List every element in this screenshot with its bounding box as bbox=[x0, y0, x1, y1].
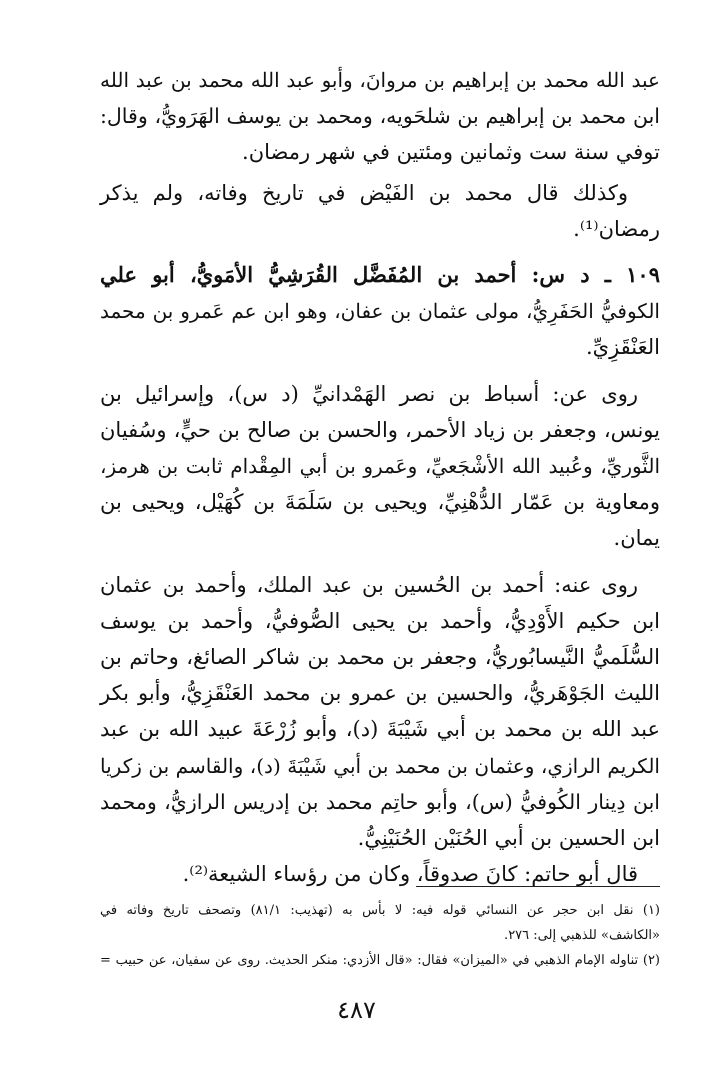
text-line: الكريم الرازي، وعثمان بن محمد بن أبي شَيْبَةَ (د)، والقاسم بن زكريا bbox=[100, 753, 660, 778]
text-line: عبد الله محمد بن إبراهيم بن مروانَ، وأبو عبد الله محمد بن عبد الله bbox=[100, 68, 660, 92]
text-line: رمضان⁽¹⁾. bbox=[573, 216, 660, 241]
text-line: توفي سنة ست وثمانين ومئتين في شهر رمضان. bbox=[242, 140, 660, 165]
text-line: روى عنه: أحمد بن الحُسين بن عبد الملك، وأحمد بن عثمان bbox=[100, 572, 638, 597]
text-line: ابن حكيم الأَوْدِيُّ، وأحمد بن يحيى الصُّوفيُّ، وأحمد بن يوسف bbox=[100, 608, 660, 633]
text-line: ومعاوية بن عَمّار الدُّهْنِيِّ، ويحيى بن سَلَمَةَ بن كُهَيْل، ويحيى بن bbox=[100, 490, 660, 515]
text-line: يمان. bbox=[613, 526, 660, 551]
text-line: الثَّوريِّ، وعُبيد الله الأشْجَعيِّ، وعَمرو بن أبي المِقْدام ثابت بن هرمز، bbox=[100, 454, 660, 479]
text-line: قال أبو حاتم: كانَ صدوقاً، وكان من رؤساء الشيعة⁽²⁾. bbox=[182, 862, 638, 887]
footnote-line: (١) نقل ابن حجر عن النسائي قوله فيه: لا بأس به (تهذيب: ٨١/١) وتصحف تاريخ وفاته في bbox=[100, 903, 660, 918]
text-line: عبد الله بن محمد بن أبي شَيْبَةَ (د)، وأبو زُرْعَةَ عبيد الله بن عبد bbox=[100, 717, 660, 742]
text-line: يونس، وجعفر بن زياد الأحمر، والحسن بن صالح بن حيٍّ، وسُفيان bbox=[100, 417, 660, 442]
text-line: السُّلَميُّ النَّيسابُوريُّ، وجعفر بن محمد بن شاكر الصائغ، وحاتم بن bbox=[100, 645, 660, 670]
page-number: ٤٨٧ bbox=[337, 996, 376, 1024]
text-line: العَنْقَزِيِّ. bbox=[585, 335, 660, 360]
text-line: روى عن: أسباط بن نصر الهَمْدانيِّ (د س)، وإسرائيل بن bbox=[100, 381, 638, 406]
text-line: ابن دِينار الكُوفيُّ (س)، وأبو حاتِم محمد بن إدريس الرازيُّ، ومحمد bbox=[100, 789, 660, 814]
footnote-divider bbox=[416, 886, 660, 887]
main-text bbox=[100, 62, 660, 892]
text-line: ابن محمد بن إبراهيم بن شلحَويه، ومحمد بن يوسف الهَرَويُّ، وقال: bbox=[100, 104, 660, 129]
text-line: الليث الجَوْهَريُّ، والحسين بن عمرو بن محمد العَنْقَزِيُّ، وأبو بكر bbox=[100, 681, 660, 706]
text-line: ابن الحسين بن أبي الحُنَيْن الحُنَيْنِيُّ. bbox=[357, 826, 660, 851]
text-line: الكوفيُّ الحَفَرِيُّ، مولى عثمان بن عفان، وهو ابن عم عَمرو بن محمد bbox=[100, 299, 660, 324]
footnote-line: «الكاشف» للذهبي إلى: ٢٧٦. bbox=[504, 928, 660, 943]
footnotes bbox=[100, 898, 660, 973]
footnote-line: (٢) تناوله الإمام الذهبي في «الميزان» فقال: «قال الأزدي: منكر الحديث. روى عن سفيان، عن حبيب = bbox=[100, 953, 660, 968]
entry-heading-line: ١٠٩ ـ د س: أحمد بن المُفَضَّل القُرَشِيُّ الأمَويُّ، أبو علي bbox=[100, 262, 660, 288]
text-line: وكذلك قال محمد بن الفَيْض في تاريخ وفاته، ولم يذكر bbox=[100, 180, 628, 205]
